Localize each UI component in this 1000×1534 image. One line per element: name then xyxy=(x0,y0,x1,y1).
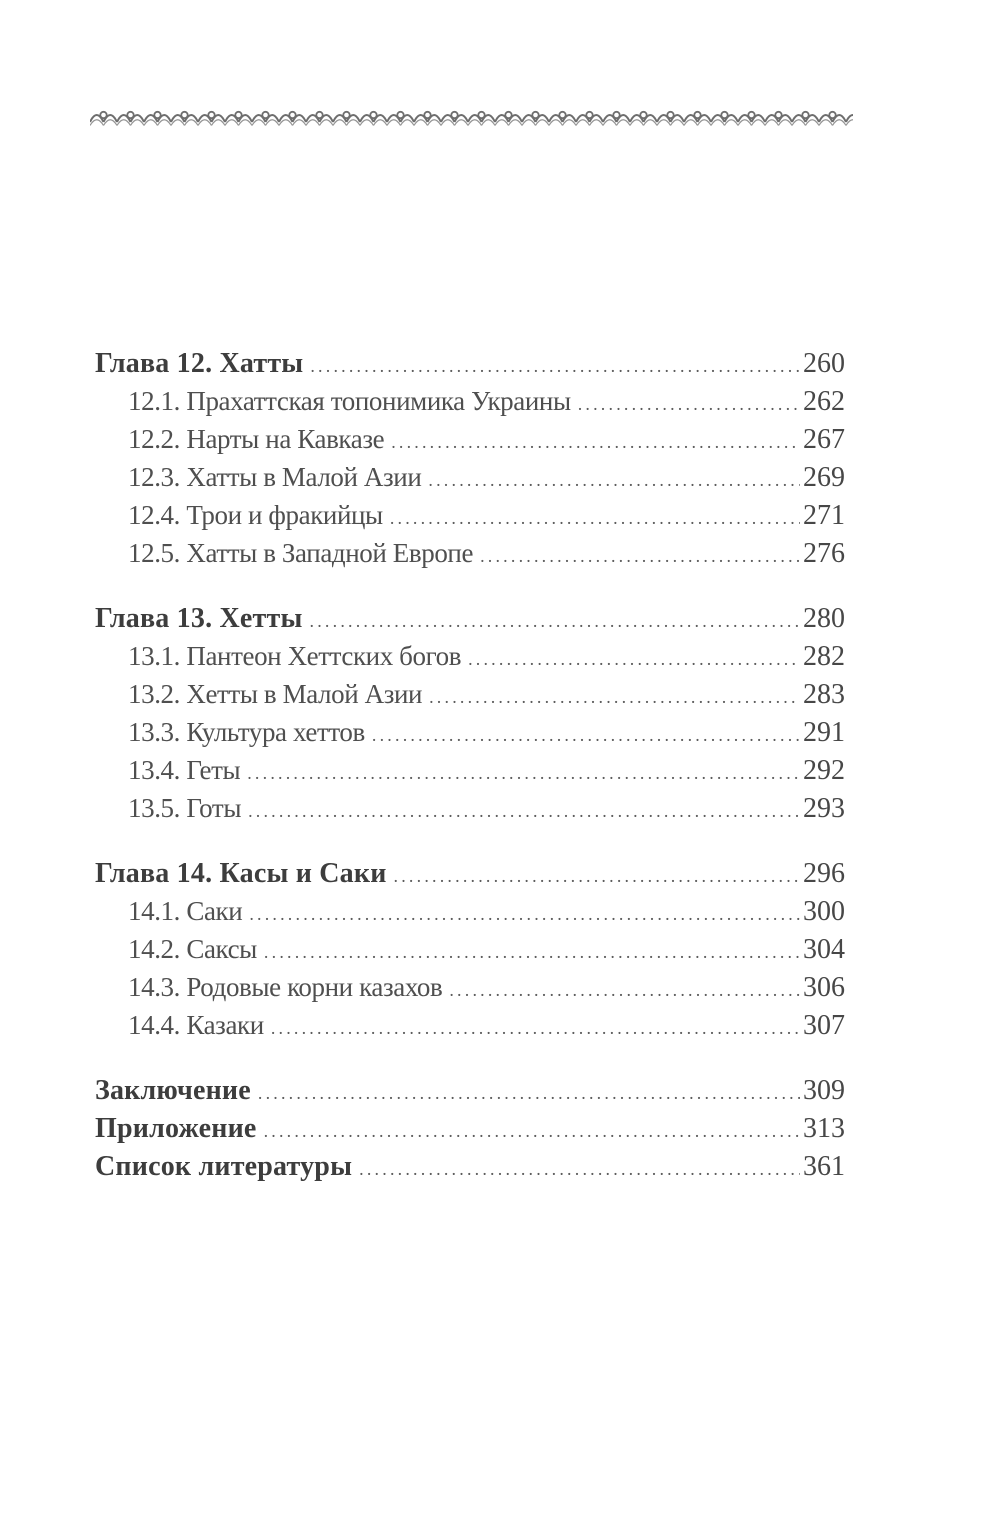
toc-entry-page: 313 xyxy=(803,1113,845,1144)
toc-sub-row xyxy=(95,679,845,717)
toc-sub-row xyxy=(95,500,845,538)
dot-leader xyxy=(468,649,800,670)
toc-entry-title: 13.2. Хетты в Малой Азии xyxy=(128,679,423,709)
dot-leader xyxy=(449,980,800,1001)
dot-leader xyxy=(310,611,800,632)
toc-entry-title: 14.3. Родовые корни казахов xyxy=(128,972,443,1002)
toc-entry-title: 14.4. Казаки xyxy=(128,1010,264,1040)
dot-leader xyxy=(248,801,800,822)
toc-entry-title: 13.1. Пантеон Хеттских богов xyxy=(128,641,462,671)
toc-entry-page: 260 xyxy=(803,348,845,379)
toc-entry-title: Глава 14. Касы и Саки xyxy=(95,858,387,889)
toc-entry-title: 13.5. Готы xyxy=(128,793,242,823)
toc-chapter-row xyxy=(95,348,845,386)
toc-chapter-row xyxy=(95,858,845,896)
toc-sub-row xyxy=(95,538,845,576)
toc-entry-title: 12.2. Нарты на Кавказе xyxy=(128,424,385,454)
dot-leader xyxy=(271,1018,800,1039)
toc-sub-row xyxy=(95,793,845,831)
toc-chapter-row xyxy=(95,603,845,641)
toc-entry-page: 293 xyxy=(803,793,845,824)
toc-sub-row xyxy=(95,896,845,934)
toc-entry-page: 267 xyxy=(803,424,845,455)
toc-sub-row xyxy=(95,934,845,972)
toc-entry-title: 14.2. Саксы xyxy=(128,934,257,964)
dot-leader xyxy=(428,470,800,491)
dot-leader xyxy=(372,725,800,746)
toc-entry-title: 12.5. Хатты в Западной Европе xyxy=(128,538,474,568)
toc-sub-row xyxy=(95,462,845,500)
dot-leader xyxy=(247,763,800,784)
toc-entry-page: 309 xyxy=(803,1075,845,1106)
dot-leader xyxy=(264,942,800,963)
toc-entry-page: 292 xyxy=(803,755,845,786)
toc-entry-page: 269 xyxy=(803,462,845,493)
toc-sub-row xyxy=(95,1010,845,1048)
lace-border-ornament xyxy=(90,106,853,132)
toc-entry-title: 12.1. Прахаттская топонимика Украины xyxy=(128,386,571,416)
toc-tail-row xyxy=(95,1151,845,1189)
toc-entry-title: Глава 13. Хетты xyxy=(95,603,303,634)
toc-sub-row xyxy=(95,755,845,793)
dot-leader xyxy=(480,546,800,567)
toc-entry-title: 13.3. Культура хеттов xyxy=(128,717,365,747)
toc-section-chapter-12 xyxy=(95,348,845,576)
toc-entry-page: 307 xyxy=(803,1010,845,1041)
toc-entry-page: 306 xyxy=(803,972,845,1003)
toc-entry-title: Глава 12. Хатты xyxy=(95,348,304,379)
toc-tail-section xyxy=(95,1075,845,1189)
toc-entry-page: 296 xyxy=(803,858,845,889)
toc-entry-page: 361 xyxy=(803,1151,845,1182)
toc-sub-row xyxy=(95,641,845,679)
toc-entry-page: 291 xyxy=(803,717,845,748)
dot-leader xyxy=(429,687,800,708)
toc-entry-title: 12.4. Трои и фракийцы xyxy=(128,500,383,530)
toc-entry-page: 276 xyxy=(803,538,845,569)
dot-leader xyxy=(258,1083,800,1104)
toc-entry-title: 12.3. Хатты в Малой Азии xyxy=(128,462,422,492)
dot-leader xyxy=(391,432,800,453)
dot-leader xyxy=(578,394,800,415)
toc-entry-title: Заключение xyxy=(95,1075,251,1106)
dot-leader xyxy=(394,866,800,887)
toc-entry-page: 280 xyxy=(803,603,845,634)
toc-entry-title: 14.1. Саки xyxy=(128,896,243,926)
toc-entry-page: 282 xyxy=(803,641,845,672)
table-of-contents xyxy=(95,348,845,1189)
toc-entry-title: 13.4. Геты xyxy=(128,755,241,785)
toc-tail-row xyxy=(95,1113,845,1151)
dot-leader xyxy=(264,1121,800,1142)
toc-entry-title: Список литературы xyxy=(95,1151,353,1182)
dot-leader xyxy=(359,1159,800,1180)
toc-section-chapter-13 xyxy=(95,603,845,831)
toc-entry-title: Приложение xyxy=(95,1113,257,1144)
toc-tail-row xyxy=(95,1075,845,1113)
toc-entry-page: 271 xyxy=(803,500,845,531)
toc-sub-row xyxy=(95,424,845,462)
dot-leader xyxy=(249,904,800,925)
toc-entry-page: 283 xyxy=(803,679,845,710)
toc-entry-page: 300 xyxy=(803,896,845,927)
dot-leader xyxy=(310,356,800,377)
dot-leader xyxy=(390,508,800,529)
toc-sub-row xyxy=(95,386,845,424)
toc-section-chapter-14 xyxy=(95,858,845,1048)
toc-entry-page: 304 xyxy=(803,934,845,965)
toc-sub-row xyxy=(95,972,845,1010)
toc-entry-page: 262 xyxy=(803,386,845,417)
toc-sub-row xyxy=(95,717,845,755)
